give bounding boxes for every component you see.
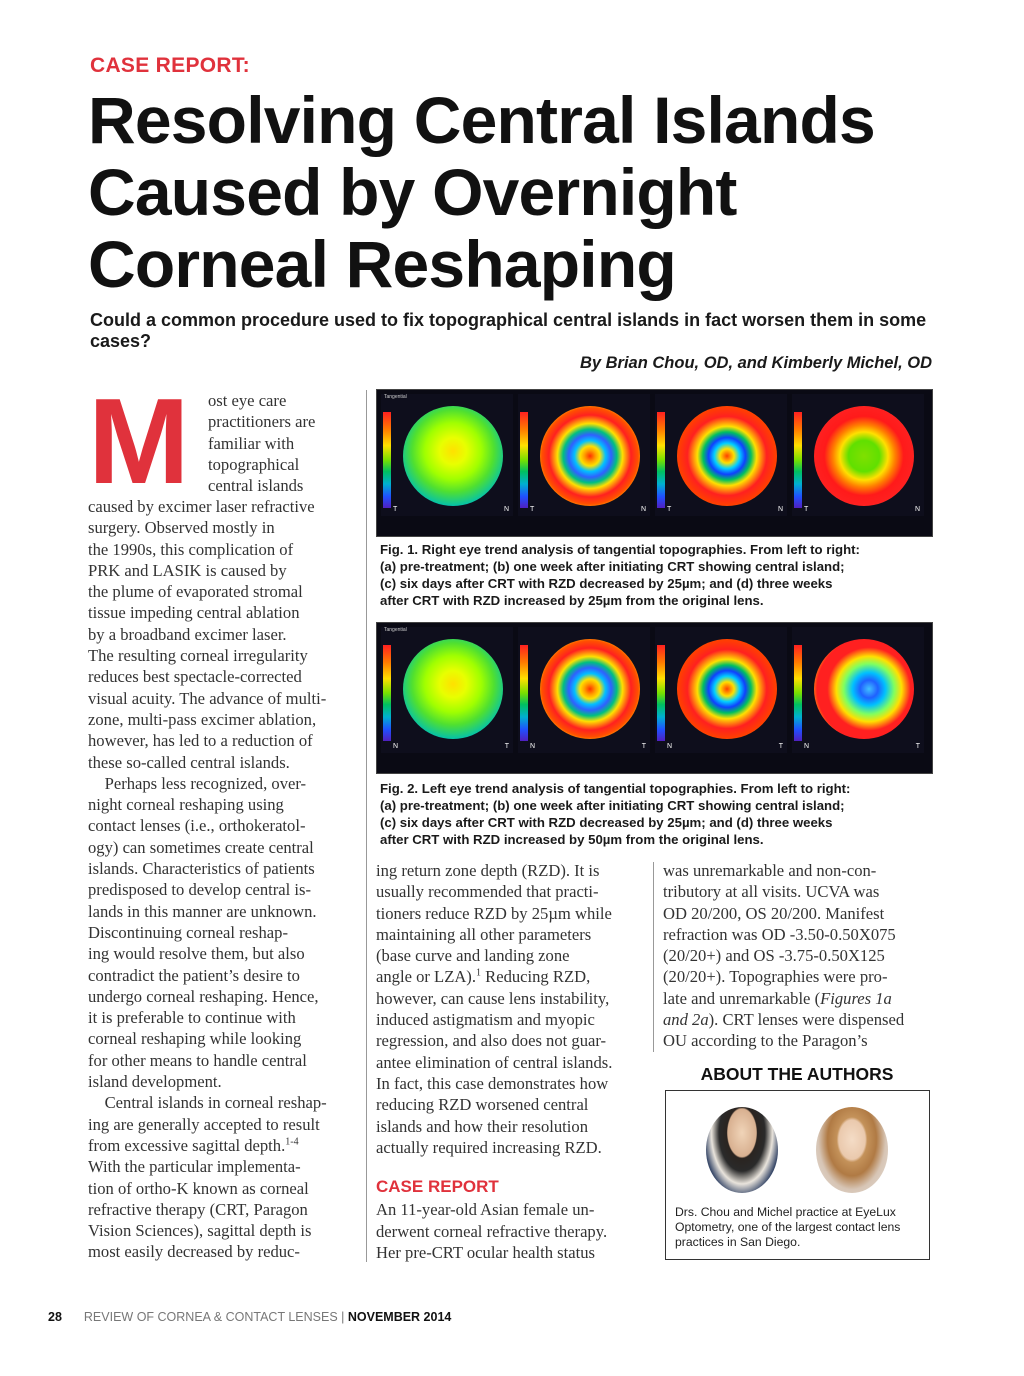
figure-reference: Figures 1a — [820, 988, 892, 1008]
orientation-label: T — [804, 506, 809, 513]
author-bio: Drs. Chou and Michel practice at EyeLux Optometry, one of the largest contact lens practices in San Diego. — [675, 1205, 901, 1249]
text-line: lands in this manner are unknown. — [88, 901, 317, 921]
text-line: ogy) can sometimes create central — [88, 837, 314, 857]
text-line — [663, 988, 933, 1009]
article-byline: By Brian Chou, OD, and Kimberly Michel, OD — [579, 354, 932, 372]
caption-line: after CRT with RZD increased by 25µm from the original lens. — [380, 593, 764, 608]
body-column-1 — [88, 496, 356, 1263]
title-line-1: Resolving Central Islands — [88, 83, 875, 157]
text-line: however, can cause lens instability, — [376, 988, 610, 1008]
text-line: reducing RZD worsened central — [376, 1095, 589, 1115]
text-line: island development. — [88, 1072, 222, 1092]
text-line: by a broadband excimer laser. — [88, 624, 287, 644]
about-authors-box — [665, 1090, 930, 1260]
text-line: tributory at all visits. UCVA was — [663, 882, 880, 902]
author-photo-chou — [706, 1107, 778, 1193]
color-scale — [794, 645, 802, 741]
caption-line: (a) pre-treatment; (b) one week after initiating CRT showing central island; — [380, 559, 845, 574]
text-line: islands and how their resolution — [376, 1116, 588, 1136]
publication-name: REVIEW OF CORNEA & CONTACT LENSES | — [83, 1310, 348, 1324]
text-line: maintaining all other parameters — [376, 924, 592, 944]
orientation-label: N — [393, 743, 399, 750]
text-line: contradict the patient’s desire to — [88, 965, 300, 985]
text-line: however, has led to a reduction of — [88, 731, 313, 751]
corneal-map — [814, 406, 914, 506]
topography-panel-d — [792, 627, 924, 753]
text-line: tion of ortho-K known as corneal — [88, 1178, 309, 1198]
orientation-label: T — [530, 506, 535, 513]
orientation-label: N — [804, 743, 810, 750]
text-line: OU according to the Paragon’s — [663, 1031, 868, 1051]
topography-panel-d — [792, 394, 924, 516]
orientation-label: N — [530, 743, 536, 750]
caption-line: (c) six days after CRT with RZD decreased by 25µm; and (d) three weeks — [380, 815, 833, 830]
text-line — [88, 1135, 356, 1156]
caption-line: Fig. 2. Left eye trend analysis of tangential topographies. From left to right: — [380, 781, 851, 796]
section-kicker: CASE REPORT: — [90, 54, 250, 77]
intro-line: central islands — [208, 476, 304, 496]
text-line: tioners reduce RZD by 25µm while — [376, 903, 612, 923]
caption-line: (a) pre-treatment; (b) one week after initiating CRT showing central island; — [380, 798, 845, 813]
text-line: islands. Characteristics of patients — [88, 859, 315, 879]
orientation-label: N — [667, 743, 673, 750]
text-line — [663, 1009, 933, 1030]
text-line: An 11-year-old Asian female un- — [376, 1200, 595, 1220]
text-line: the 1990s, this complication of — [88, 539, 294, 559]
text-line: ing are generally accepted to result — [88, 1114, 320, 1134]
corneal-map — [403, 639, 503, 739]
figure-1-caption — [380, 541, 860, 609]
figure-2-topographies — [376, 622, 933, 774]
article-title — [88, 84, 968, 300]
text-line: undergo corneal reshaping. Hence, — [88, 986, 319, 1006]
topography-panel-b — [518, 627, 650, 753]
about-authors-title: ABOUT THE AUTHORS — [700, 1064, 894, 1084]
text-line: Vision Sciences), sagittal depth is — [88, 1221, 312, 1241]
text-line: refractive therapy (CRT, Paragon — [88, 1199, 308, 1219]
text-fragment: angle or LZA). — [376, 967, 476, 987]
text-line: Discontinuing corneal reshap- — [88, 922, 288, 942]
color-scale — [657, 412, 665, 508]
topography-panel-b — [518, 394, 650, 516]
corneal-map — [540, 639, 640, 739]
orientation-label: T — [504, 743, 509, 750]
text-fragment: Reducing RZD, — [480, 967, 591, 987]
topography-panel-a — [381, 394, 513, 516]
text-line: zone, multi-pass excimer ablation, — [88, 709, 317, 729]
column-divider — [366, 390, 367, 1262]
corneal-map — [677, 639, 777, 739]
corneal-map — [814, 639, 914, 739]
text-line: (20/20+) and OS -3.75-0.50X125 — [663, 946, 885, 966]
text-line: these so-called central islands. — [88, 752, 290, 772]
text-line: was unremarkable and non-con- — [663, 861, 877, 880]
text-line: antee elimination of central islands. — [376, 1052, 613, 1072]
issue-date: NOVEMBER 2014 — [347, 1310, 452, 1324]
figure-2-caption — [380, 780, 850, 848]
text-line: contact lenses (i.e., orthokeratol- — [88, 816, 306, 836]
color-scale — [383, 412, 391, 508]
page-number: 28 — [48, 1310, 62, 1324]
intro-line: practitioners are — [208, 412, 316, 432]
text-line: reduces best spectacle-corrected — [88, 667, 302, 687]
text-line: In fact, this case demonstrates how — [376, 1073, 609, 1093]
caption-line: (c) six days after CRT with RZD decreased by 25µm; and (d) three weeks — [380, 576, 833, 591]
intro-lines — [208, 390, 358, 496]
text-line: refraction was OD -3.50-0.50X075 — [663, 924, 896, 944]
orientation-label: N — [777, 506, 783, 513]
body-column-2 — [376, 860, 644, 1263]
orientation-label: T — [393, 506, 398, 513]
text-line — [376, 966, 644, 987]
text-line: regression, and also does not guar- — [376, 1031, 607, 1051]
topography-panel-a — [381, 627, 513, 753]
figure-reference: and 2a — [663, 1010, 709, 1030]
caption-line: after CRT with RZD increased by 50µm from the original lens. — [380, 832, 764, 847]
text-line: surgery. Observed mostly in — [88, 518, 275, 538]
drop-cap: M — [88, 373, 190, 509]
corneal-map — [403, 406, 503, 506]
text-fragment: late and unremarkable ( — [663, 988, 821, 1008]
title-line-2: Caused by Overnight — [88, 155, 737, 229]
text-line: PRK and LASIK is caused by — [88, 560, 287, 580]
text-line: corneal reshaping while looking — [88, 1029, 302, 1049]
text-line: the plume of evaporated stromal — [88, 582, 303, 602]
orientation-label: N — [503, 506, 509, 513]
text-line: With the particular implementa- — [88, 1157, 301, 1177]
text-line: derwent corneal refractive therapy. — [376, 1221, 608, 1241]
orientation-label: T — [667, 506, 672, 513]
title-line-3: Corneal Reshaping — [88, 227, 676, 301]
text-line: (base curve and landing zone — [376, 946, 570, 966]
text-fragment: ). CRT lenses were dispensed — [708, 1010, 905, 1030]
topography-panel-c — [655, 627, 787, 753]
text-line: for other means to handle central — [88, 1050, 307, 1070]
figure-1-topographies — [376, 389, 933, 537]
color-scale — [794, 412, 802, 508]
text-line: (20/20+). Topographies were pro- — [663, 967, 888, 987]
reference-superscript: 1 — [475, 967, 481, 979]
text-line: it is preferable to continue with — [88, 1008, 296, 1028]
text-line: predisposed to develop central is- — [88, 880, 312, 900]
text-line: caused by excimer laser refractive — [88, 497, 315, 516]
text-line: visual acuity. The advance of multi- — [88, 688, 327, 708]
text-line: Her pre-CRT ocular health status — [376, 1243, 595, 1263]
color-scale — [520, 645, 528, 741]
corneal-map — [677, 406, 777, 506]
color-scale — [383, 645, 391, 741]
corneal-map — [540, 406, 640, 506]
article-dek: Could a common procedure used to fix topographical central islands in fact worsen them in some cases? — [90, 310, 927, 351]
text-line: actually required increasing RZD. — [376, 1137, 602, 1157]
orientation-label: T — [778, 743, 783, 750]
page-footer — [48, 1310, 451, 1324]
topography-panel-c — [655, 394, 787, 516]
text-fragment: from excessive sagittal depth. — [88, 1135, 286, 1155]
text-line: night corneal reshaping using — [88, 795, 284, 815]
intro-line: topographical — [208, 454, 300, 474]
panel-header: Tangential — [384, 394, 407, 400]
orientation-label: N — [914, 506, 920, 513]
author-photo-michel — [816, 1107, 888, 1193]
color-scale — [657, 645, 665, 741]
panel-header: Tangential — [384, 627, 407, 633]
body-column-3 — [663, 860, 933, 1052]
text-line: tissue impeding central ablation — [88, 603, 300, 623]
color-scale — [520, 412, 528, 508]
text-line: ing would resolve them, but also — [88, 944, 305, 964]
text-line: induced astigmatism and myopic — [376, 1010, 595, 1030]
column-divider — [653, 862, 654, 1052]
text-line: usually recommended that practi- — [376, 882, 599, 902]
text-line: most easily decreased by reduc- — [88, 1242, 300, 1262]
orientation-label: N — [640, 506, 646, 513]
text-line: ing return zone depth (RZD). It is — [376, 861, 600, 880]
caption-line: Fig. 1. Right eye trend analysis of tangential topographies. From left to right: — [380, 542, 860, 557]
text-line: OD 20/200, OS 20/200. Manifest — [663, 903, 885, 923]
text-line: The resulting corneal irregularity — [88, 646, 308, 666]
orientation-label: T — [915, 743, 920, 750]
intro-line: ost eye care — [208, 391, 287, 410]
text-line: Central islands in corneal reshap- — [88, 1093, 327, 1113]
section-heading: CASE REPORT — [376, 1177, 499, 1197]
reference-superscript: 1-4 — [285, 1136, 299, 1148]
text-line: Perhaps less recognized, over- — [88, 773, 307, 793]
orientation-label: T — [641, 743, 646, 750]
intro-line: familiar with — [208, 433, 295, 453]
